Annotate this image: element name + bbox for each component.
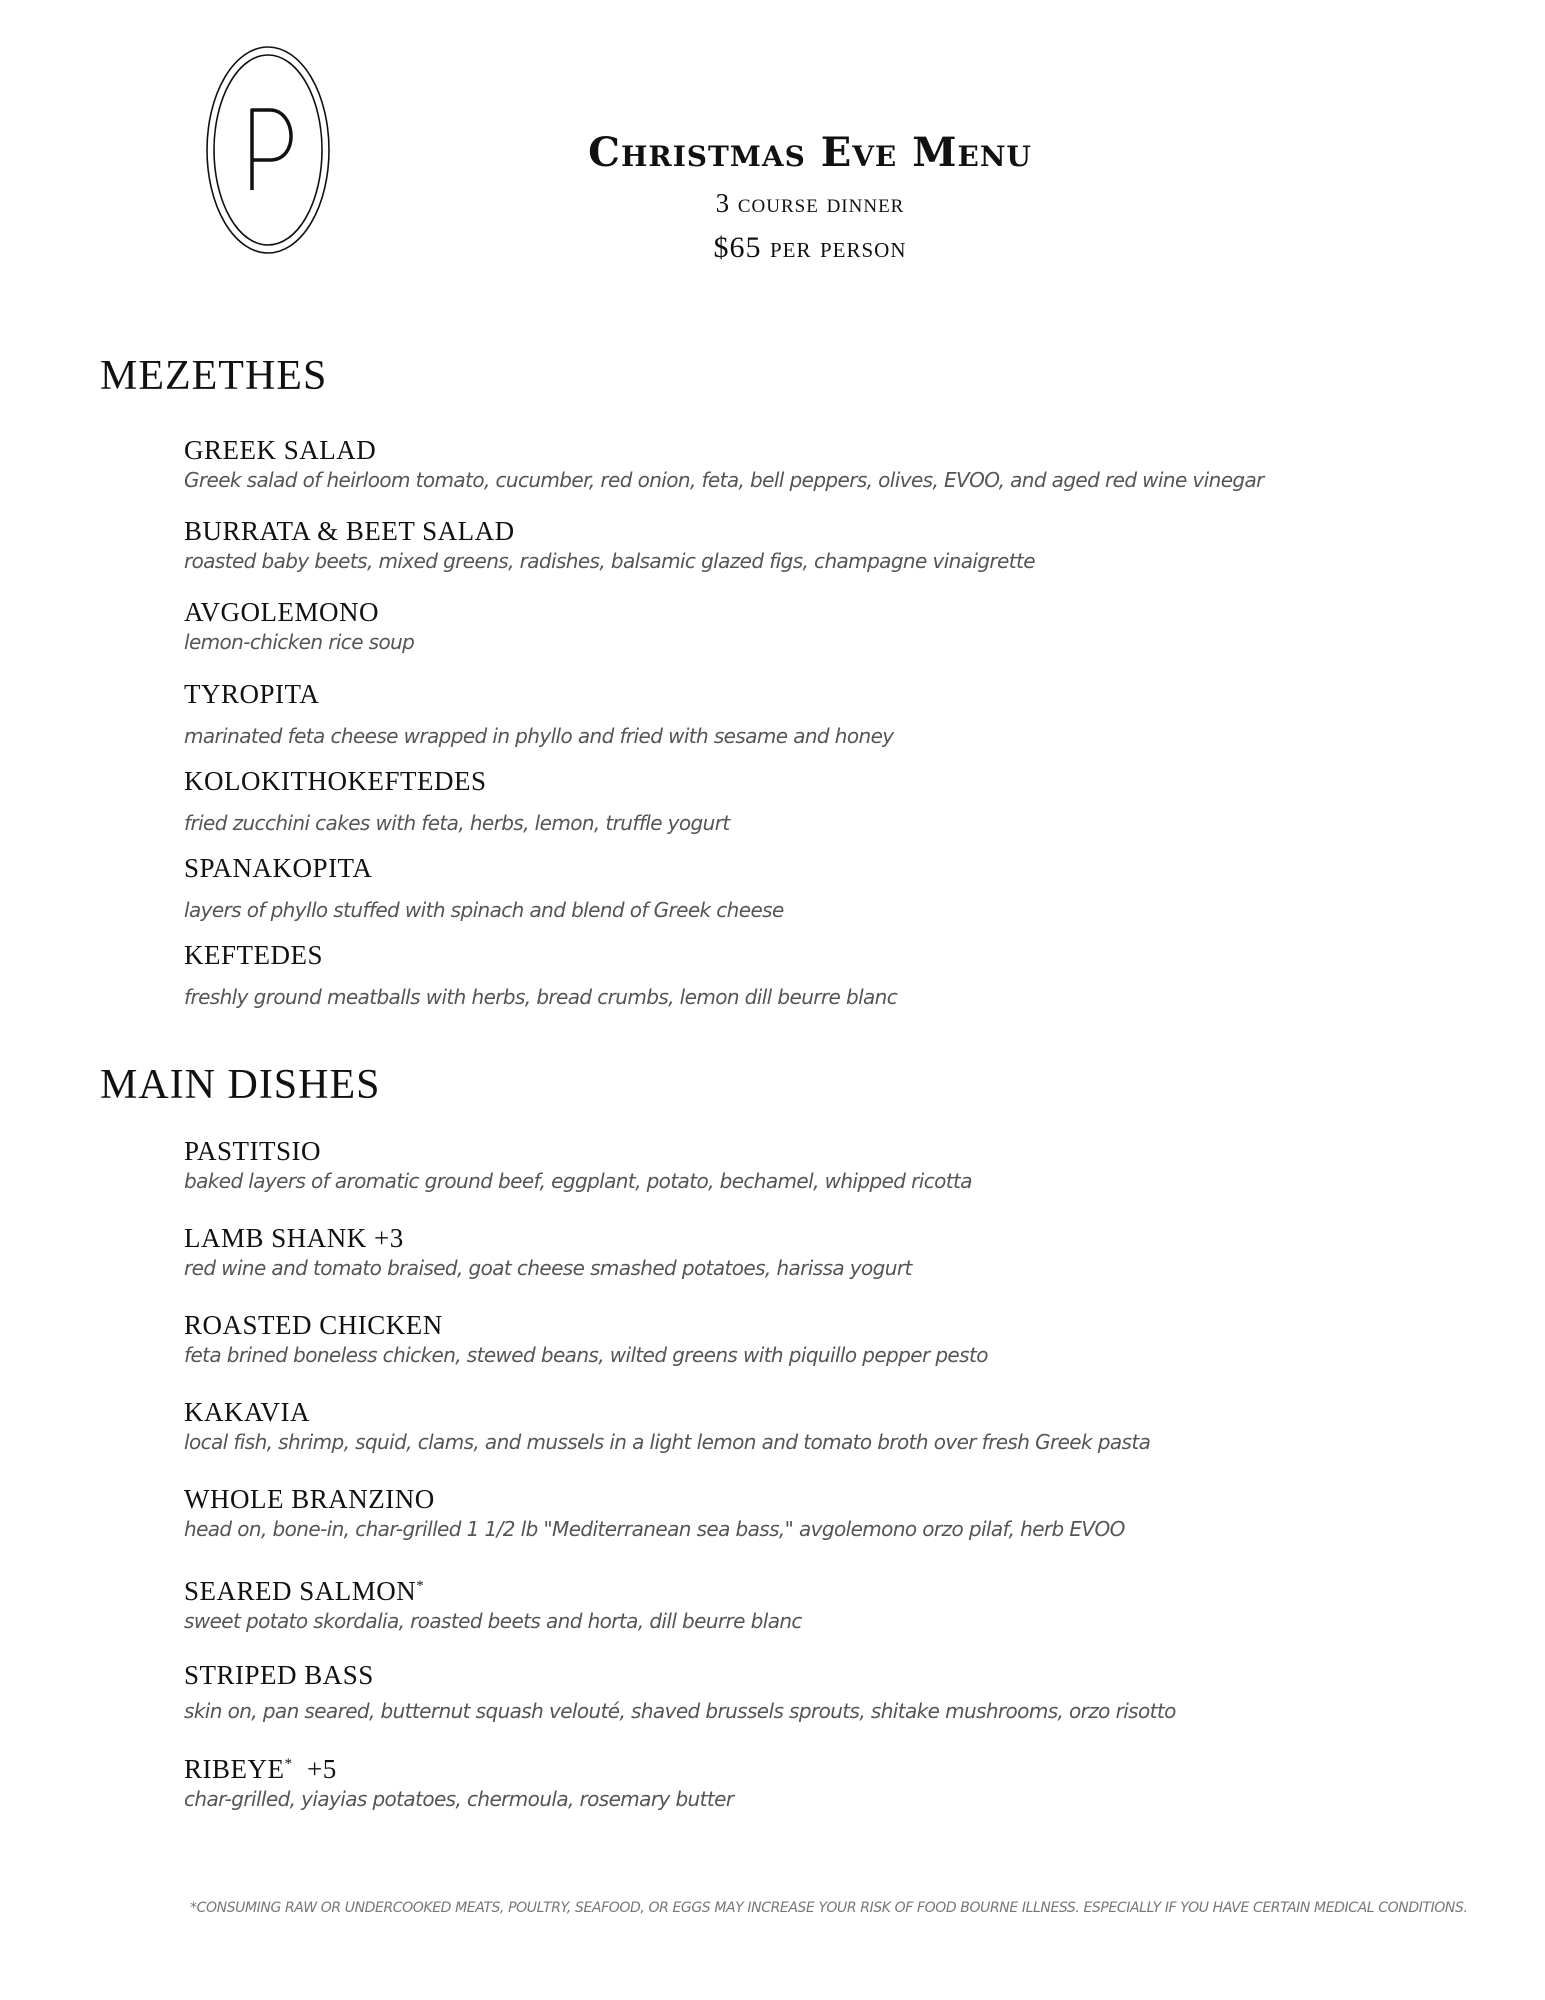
- menu-item: [184, 1748, 733, 1813]
- menu-item: [184, 765, 730, 837]
- item-name: AVGOLEMONO: [184, 597, 380, 627]
- item-name: LAMB SHANK +3: [184, 1223, 404, 1253]
- item-name: STRIPED BASS: [184, 1660, 374, 1690]
- item-description: char-grilled, yiayias potatoes, chermoula, rosemary butter: [184, 1787, 734, 1811]
- item-description: local fish, shrimp, squid, clams, and mussels in a light lemon and tomato broth over fresh Greek pasta: [184, 1430, 1151, 1454]
- item-description: roasted baby beets, mixed greens, radishes, balsamic glazed figs, champagne vinaigrette: [184, 549, 1035, 573]
- section-title-mezethes: MEZETHES: [100, 353, 328, 399]
- menu-subtitle: 3 course dinner: [715, 188, 905, 218]
- item-description: baked layers of aromatic ground beef, eggplant, potato, bechamel, whipped ricotta: [184, 1169, 972, 1193]
- item-name: WHOLE BRANZINO: [184, 1484, 435, 1514]
- food-safety-disclaimer: *CONSUMING RAW OR UNDERCOOKED MEATS, POULTRY, SEAFOOD, OR EGGS MAY INCREASE YOUR RISK OF FOOD BOURNE ILLNESS. ESPECIALLY IF YOU HAVE CERTAIN MEDICAL CONDITIONS.: [190, 1900, 1468, 1916]
- item-name: SPANAKOPITA: [184, 853, 373, 883]
- section-title-main-dishes: MAIN DISHES: [100, 1062, 381, 1108]
- menu-header: [560, 128, 1060, 265]
- menu-item: [184, 596, 414, 656]
- menu-item: [184, 434, 1264, 494]
- menu-item: [184, 939, 897, 1011]
- menu-item: [184, 1570, 802, 1635]
- menu-item: [184, 1659, 1176, 1725]
- item-description: freshly ground meatballs with herbs, bread crumbs, lemon dill beurre blanc: [184, 985, 898, 1009]
- item-description: red wine and tomato braised, goat cheese smashed potatoes, harissa yogurt: [184, 1256, 912, 1280]
- menu-title: Christmas Eve Menu: [588, 129, 1032, 176]
- item-description: marinated feta cheese wrapped in phyllo and fried with sesame and honey: [184, 724, 894, 748]
- item-description: fried zucchini cakes with feta, herbs, lemon, truffle yogurt: [184, 811, 730, 835]
- item-name: KEFTEDES: [184, 940, 323, 970]
- raw-warning-mark: *: [284, 1756, 293, 1772]
- menu-item: [184, 1483, 1125, 1543]
- item-description: sweet potato skordalia, roasted beets and horta, dill beurre blanc: [184, 1609, 802, 1633]
- menu-item: [184, 1222, 912, 1282]
- menu-item: [184, 515, 1035, 575]
- item-name: KOLOKITHOKEFTEDES: [184, 766, 487, 796]
- item-name: SEARED SALMON*: [184, 1576, 425, 1606]
- menu-item: [184, 852, 784, 924]
- item-name: PASTITSIO: [184, 1136, 322, 1166]
- item-description: layers of phyllo stuffed with spinach and blend of Greek cheese: [184, 898, 784, 922]
- item-description: Greek salad of heirloom tomato, cucumber, red onion, feta, bell peppers, olives, EVOO, and aged red wine vinegar: [184, 468, 1264, 492]
- item-description: feta brined boneless chicken, stewed beans, wilted greens with piquillo pepper pesto: [184, 1343, 988, 1367]
- raw-warning-mark: *: [416, 1578, 425, 1594]
- item-name: TYROPITA: [184, 679, 320, 709]
- item-description: head on, bone-in, char-grilled 1 1/2 lb "Mediterranean sea bass," avgolemono orzo pilaf, herb EVOO: [184, 1517, 1125, 1541]
- menu-item: [184, 678, 894, 750]
- item-name: GREEK SALAD: [184, 435, 377, 465]
- menu-item: [184, 1309, 988, 1369]
- item-description: lemon-chicken rice soup: [184, 630, 415, 654]
- item-name: RIBEYE* +5: [184, 1754, 337, 1784]
- item-name: ROASTED CHICKEN: [184, 1310, 443, 1340]
- menu-price: $65 per person: [713, 231, 907, 264]
- restaurant-logo: [204, 44, 332, 256]
- item-name: BURRATA & BEET SALAD: [184, 516, 515, 546]
- menu-item: [184, 1396, 1150, 1456]
- item-name: KAKAVIA: [184, 1397, 311, 1427]
- item-description: skin on, pan seared, butternut squash velouté, shaved brussels sprouts, shitake mushrooms, orzo risotto: [184, 1699, 1176, 1723]
- oval-p-logo-icon: [204, 44, 332, 256]
- menu-item: [184, 1135, 972, 1195]
